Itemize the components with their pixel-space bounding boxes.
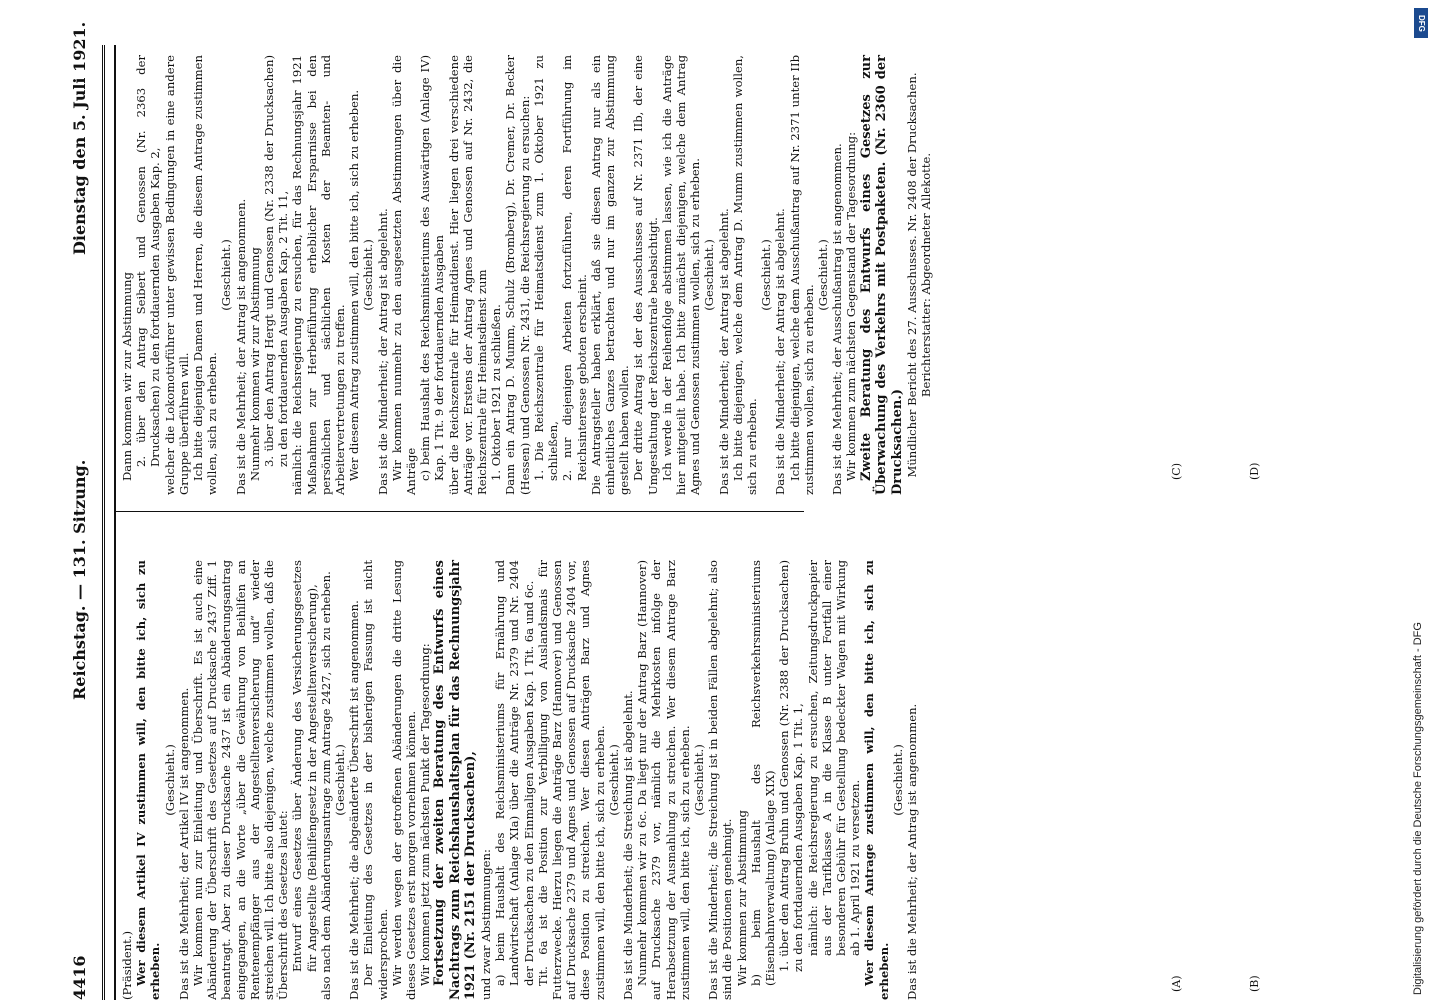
header-rule-thin — [114, 45, 116, 1000]
paragraph: b) beim Haushalt des Reichsverkehrsministeriums (Eisenbahnverwaltung) (Anlage XIX) — [748, 560, 778, 986]
paragraph: 2. über den Antrag Seibert und Genossen (Nr. 2363 der Drucksachen) zu den fortdauernden Ausgaben Kap. 2, — [134, 55, 163, 467]
paragraph: a) beim Haushalt des Reichsministeriums für Ernährung und Landwirtschaft (Anlage XIa) über die Anträge Nr. 2379 und Nr. 2404 der Drucksachen zu den Einmaligen Ausgaben Kap. 1 Tit. 6a und 6c. — [493, 560, 536, 986]
paragraph: Ich bitte diejenigen Damen und Herren, die diesem Antrage zustimmen wollen, sich zu erheben. — [191, 55, 220, 495]
paragraph: (Geschieht.) — [759, 239, 774, 311]
paragraph: Mündlicher Bericht des 27. Ausschusses. Nr. 2408 der Drucksachen. — [905, 72, 920, 478]
paragraph: Dann ein Antrag D. Mumm, Schulz (Bromberg), Dr. Cremer, Dr. Becker (Hessen) und Genossen Nr. 2431, die Reichsregierung zu ersuchen: — [503, 55, 532, 495]
paragraph: Das ist die Mehrheit; der Antrag ist angenommen. — [905, 703, 920, 1000]
paragraph: Der dritte Antrag ist der des Ausschusses auf Nr. 2371 IIb, der eine Umgestaltung der Reichszentrale beabsichtigt. — [631, 55, 660, 495]
paragraph: nämlich: die Reichsregierung zu ersuchen, für das Rechnungsjahr 1921 Maßnahmen zur Herbeiführung erheblicher Ersparnisse bei den persönlichen und sächlichen Kosten der Beamten- und Arbeitervertretungen zu treffen. — [290, 55, 348, 495]
paragraph: also nach dem Abänderungsantrage zum Antrage 2427, sich zu erheben. — [318, 571, 333, 1000]
paragraph: 1. Oktober 1921 zu schließen. — [489, 304, 504, 481]
paragraph: Das ist die Mehrheit; der Ausschußantrag ist angenommen. — [830, 143, 845, 495]
paragraph: Das ist die Minderheit; der Antrag ist abgelehnt. — [716, 208, 731, 495]
paragraph: Wir kommen zur Abstimmung — [734, 810, 749, 986]
paragraph: Nunmehr kommen wir zur Abstimmung — [247, 247, 262, 481]
paragraph: Ich werde in der Reihenfolge abstimmen lassen, wie ich die Anträge hier mitgeteilt habe. Ich bitte zunächst diejenigen, welche dem Antrag Agnes und Genossen zustimmen wollen, sich zu erheben. — [659, 55, 703, 495]
page-number: 4416 — [70, 955, 89, 1000]
agenda-heading: Zweite Beratung des Entwurfs eines Gesetzes zur Überwachung des Verkehrs mit Postpaketen. (Nr. 2360 der Drucksachen.) — [858, 55, 905, 495]
paragraph: Berichterstatter: Abgeordneter Allekotte. — [919, 152, 934, 398]
paragraph: 1. Die Reichszentrale für Heimatsdienst zum 1. Oktober 1921 zu schließen, — [531, 55, 561, 481]
paragraph: Wer diesem Artikel IV zustimmen will, den bitte ich, sich zu erheben. — [134, 560, 163, 1000]
paragraph: Das ist die Minderheit; der Antrag ist abgelehnt. — [375, 208, 390, 495]
margin-mark-b: (B) — [1248, 975, 1261, 992]
paragraph: (Geschieht.) — [606, 744, 621, 816]
paragraph: Wir kommen nunmehr zu den ausgesetzten Abstimmungen über die Anträge — [389, 55, 419, 495]
right-column — [120, 55, 933, 495]
digitization-note: Digitalisierung gefördert durch die Deutsche Forschungsgemeinschaft - DFG — [1412, 622, 1424, 995]
paragraph: (Geschieht.) — [333, 744, 348, 816]
paragraph: c) beim Haushalt des Reichsministeriums des Auswärtigen (Anlage IV) Kap. 1 Tit. 9 der fortdauernden Ausgaben — [418, 55, 447, 481]
digitization-sidebar — [1410, 0, 1430, 1000]
paragraph: Wer diesem Antrage zustimmen will, den bitte ich, sich zu erheben. — [862, 560, 891, 1000]
paragraph: über die Reichszentrale für Heimatdienst. Hier liegen drei verschiedene Anträge vor. Erstens der Antrag Agnes und Genossen auf Nr. 2432, die Reichszentrale für Heimatsdienst zum — [446, 55, 490, 495]
page-header — [58, 21, 100, 1000]
paragraph: (Geschieht.) — [890, 744, 905, 816]
paragraph: (Geschieht.) — [361, 239, 376, 311]
paragraph: Wir werden wegen der getroffenen Abänderungen die dritte Lesung dieses Gesetzes erst morgen vornehmen können. — [389, 560, 419, 1000]
paragraph: Wir kommen jetzt zum nächsten Punkt der Tagesordnung: — [418, 643, 433, 986]
header-rule — [102, 45, 105, 1000]
paragraph: Wir kommen nun zur Einleitung und Überschrift. Es ist auch eine Abänderung der Überschrift des Gesetzes auf Drucksache 2437 Ziff. 1 beantragt. Aber zu dieser Drucksache 2437 ist ein Abänderungsantrag eingegangen, an die Worte „über die Gewährung von Beihilfen an Rentenempfänger aus der Angestelltenversicherung und“ wieder streichen will. Ich bitte also diejenigen, welche zustimmen wollen, daß die Überschrift des Gesetzes lautet: — [191, 560, 291, 1000]
paragraph: nämlich: die Reichsregierung zu ersuchen, Zeitungsdruckpapier aus der Tarifklasse A in die Klasse B unter Fortfall einer besonderen Gebühr für Gestellung bedeckter Wagen mit Wirkung ab 1. April 1921 zu versetzen. — [805, 560, 863, 956]
paragraph: 3. über den Antrag Hergt und Genossen (Nr. 2338 der Drucksachen) zu den fortdauernden Ausgaben Kap. 2 Tit. 11, — [262, 55, 291, 467]
paragraph: Das ist die Minderheit; der Antrag ist abgelehnt. — [773, 208, 788, 495]
paragraph: 2. nur diejenigen Arbeiten fortzuführen, deren Fortführung im Reichsinteresse geboten erscheint. — [560, 55, 589, 481]
rotated-page-content — [58, 21, 1358, 1000]
paragraph: Ich bitte diejenigen, welche dem Antrag D. Mumm zustimmen wollen, sich zu erheben. — [730, 55, 759, 495]
paragraph: Entwurf eines Gesetzes über Änderung des Versicherungsgesetzes für Angestellte (Beihilfengesetz in der Angestelltenversicherung), — [290, 560, 319, 972]
paragraph: Wir kommen zum nächsten Gegenstand der Tagesordnung: — [844, 132, 859, 481]
dfg-logo: DFG — [1414, 8, 1428, 38]
paragraph: Das ist die Mehrheit; die abgeänderte Überschrift ist angenommen. — [347, 600, 362, 1000]
header-session: Reichstag. — 131. Sitzung. — [70, 459, 89, 700]
paragraph: Das ist die Minderheit; die Streichung ist in beiden Fällen abgelehnt; also sind die Positionen genehmigt. — [706, 560, 735, 1000]
paragraph: (Geschieht.) — [162, 744, 177, 816]
paragraph: Das ist die Minderheit; die Streichung ist abgelehnt. — [621, 690, 635, 1000]
paragraph: Der Einleitung des Gesetzes in der bisherigen Fassung ist nicht widersprochen. — [361, 560, 390, 1000]
paragraph: Wer diesem Antrag zustimmen will, den bitte ich, sich zu erheben. — [347, 89, 362, 481]
margin-mark-d: (D) — [1248, 462, 1261, 480]
paragraph: (Geschieht.) — [702, 239, 717, 311]
paragraph: (Geschieht.) — [219, 239, 234, 311]
left-column — [120, 560, 919, 1000]
agenda-heading: Fortsetzung der zweiten Beratung des Entwurfs eines Nachtrags zum Reichshaushaltsplan für das Rechnungsjahr 1921 (Nr. 2151 der Drucksachen), — [432, 560, 479, 1000]
paragraph: Dann kommen wir zur Abstimmung — [120, 272, 134, 481]
paragraph: Ich bitte diejenigen, welche dem Ausschußantrag auf Nr. 2371 unter IIb zustimmen wollen, sich zu erheben. — [787, 55, 816, 495]
paragraph: Nunmehr kommen wir zu 6c. Da liegt nur der Antrag Barz (Hannover) auf Drucksache 2379 vor, nämlich die Mehrkosten infolge der Herabsetzung der Ausmahlung zu streichen. Wer diesem Antrage Barz zustimmen will, den bitte ich, sich zu erheben. — [635, 560, 692, 1000]
paragraph: (Geschieht.) — [692, 744, 707, 816]
paragraph: Das ist die Mehrheit; der Antrag ist angenommen. — [233, 198, 248, 495]
header-date: Dienstag den 5. Juli 1921. — [70, 21, 89, 255]
paragraph: 1. über den Antrag Bruhn und Genossen (Nr. 2388 der Drucksachen) zu den fortdauernden Ausgaben Kap. 1 Tit. 1, — [777, 560, 806, 972]
speaker-label: (Präsident.) — [120, 930, 134, 1000]
margin-mark-c: (C) — [1170, 463, 1183, 480]
paragraph: Die Antragsteller haben erklärt, daß sie diesen Antrag nur als ein einheitliches Ganzes betrachten und nur im ganzen zur Abstimmung gestellt haben wollen. — [588, 55, 632, 495]
paragraph: Tit. 6a ist die Position zur Verbilligung von Auslandsmais für Futterzwecke. Hierzu liegen die Anträge Barz (Hannover) und Genossen auf Drucksache 2379 und Agnes und Genossen auf Drucksache 2404 vor, diese Position zu streichen. Wer diesen Anträgen Barz und Agnes zustimmen will, den bitte ich, sich zu erheben. — [535, 560, 607, 1000]
paragraph: Das ist die Mehrheit; der Artikel IV ist angenommen. — [176, 687, 191, 1000]
paragraph: (Geschieht.) — [815, 239, 830, 311]
paragraph: welcher die Lokomotivführer unter gewissen Bedingungen in eine andere Gruppe überführen will. — [162, 55, 191, 495]
margin-mark-a: (A) — [1170, 975, 1183, 992]
column-divider — [114, 511, 804, 512]
paragraph: und zwar Abstimmungen: — [478, 849, 493, 1000]
